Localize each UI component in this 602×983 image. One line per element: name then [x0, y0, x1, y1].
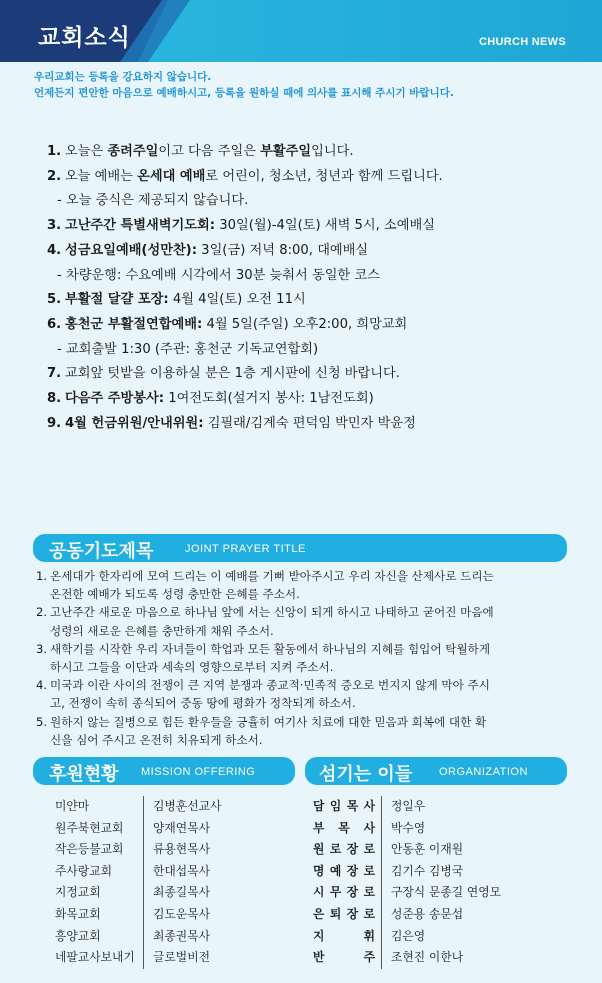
news-item-text: 4월 4일(토) 오전 11시	[168, 292, 306, 308]
offering-place: 흥양교회	[55, 928, 101, 943]
offering-row	[55, 947, 221, 969]
prayer-item-line: 미국과 이란 사이의 전쟁이 큰 지역 분쟁과 종교적·민족적 증오로 번지지 않게 막아 주시	[50, 678, 490, 693]
organization-role	[313, 926, 381, 948]
offering-row	[55, 882, 221, 904]
news-item	[47, 214, 577, 239]
prayer-item	[36, 640, 576, 676]
organization-role-char: 장	[346, 885, 359, 900]
offering-recipient: 양재연목사	[143, 818, 210, 840]
organization-role-char: 목	[346, 799, 359, 813]
news-item	[47, 412, 577, 437]
news-item-subnote: - 오늘 중식은 제공되지 않습니다.	[57, 193, 249, 209]
organization-role	[313, 947, 381, 969]
organization-row	[313, 861, 501, 883]
news-item	[47, 313, 577, 338]
news-item-text: 오늘 예배는	[65, 168, 138, 184]
organization-row	[313, 926, 501, 948]
organization-section-header	[305, 757, 567, 785]
organization-role	[313, 796, 381, 818]
organization-role-char: 로	[363, 906, 375, 921]
news-item	[47, 165, 577, 190]
news-item-text: 30일(월)-4일(토) 새벽 5시, 소예배실	[215, 218, 435, 234]
offering-recipient: 한대섭목사	[143, 861, 210, 883]
organization-row	[313, 882, 501, 904]
news-item-highlight: 부활절 달걀 포장:	[65, 292, 169, 308]
offering-recipient: 최종권목사	[143, 926, 210, 948]
page-title: 교회소식	[38, 25, 131, 51]
offering-row	[55, 861, 221, 883]
organization-role-char: 로	[363, 863, 375, 878]
organization-role-char: 담	[313, 799, 325, 813]
organization-row	[313, 839, 501, 861]
prayer-item	[36, 676, 576, 712]
organization-role-char: 장	[346, 863, 359, 878]
organization-role-char: 명	[313, 863, 325, 878]
organization-names: 김기수 김병국	[381, 861, 463, 883]
offering-recipient: 김도운목사	[143, 904, 210, 926]
prayer-section-header	[33, 534, 567, 562]
organization-names: 박수영	[381, 818, 425, 840]
prayer-item-number: 5.	[36, 714, 48, 729]
organization-role-char: 원	[313, 842, 325, 857]
news-item-text: 로 어린이, 청소년, 청년과 함께 드립니다.	[205, 168, 443, 184]
news-item-highlight: 부활주일	[260, 144, 312, 159]
organization-row	[313, 796, 501, 818]
news-item-number: 4.	[47, 242, 62, 258]
news-item-number: 6.	[47, 316, 62, 332]
registration-notice	[34, 69, 454, 101]
prayer-item-line: 새학기를 시작한 우리 자녀들이 학업과 모든 활동에서 하나님의 지혜를 힘입어 탁월하게	[50, 641, 491, 656]
notice-line: 우리교회는 등록을 강요하지 않습니다.	[34, 71, 212, 83]
prayer-item-line: 하시고 그들을 이단과 세속의 영향으로부터 지켜 주소서.	[50, 660, 334, 675]
prayer-item-line: 신을 심어 주시고 온전히 치유되게 하소서.	[50, 732, 263, 747]
offering-table	[55, 796, 221, 969]
offering-title-en: MISSION OFFERING	[141, 766, 256, 778]
organization-row	[313, 904, 501, 926]
organization-title-en: ORGANIZATION	[439, 766, 528, 778]
organization-role-char: 사	[363, 799, 375, 813]
offering-place: 주사랑교회	[55, 863, 112, 878]
news-item-highlight: 온세대 예배	[137, 168, 206, 184]
organization-role	[313, 882, 381, 904]
news-item	[47, 362, 577, 387]
organization-row	[313, 947, 501, 969]
organization-role-char: 무	[329, 885, 342, 900]
offering-row	[55, 904, 221, 926]
news-item	[47, 239, 577, 264]
news-item-text: 1여전도회(설거지 봉사: 1남전도회)	[164, 391, 374, 407]
organization-role-char: 임	[329, 799, 342, 813]
offering-row	[55, 796, 221, 818]
page-subtitle: CHURCH NEWS	[478, 36, 566, 48]
organization-names: 안동훈 이재원	[381, 839, 463, 861]
organization-role-char: 목	[338, 820, 350, 835]
offering-place: 원주북현교회	[55, 820, 124, 835]
organization-role	[313, 861, 381, 883]
organization-role	[313, 839, 381, 861]
news-item	[47, 140, 577, 165]
organization-role-char: 반	[313, 950, 325, 965]
news-item-number: 7.	[47, 366, 62, 382]
prayer-item-line: 고난주간 새로운 마음으로 하나님 앞에 서는 신앙이 되게 하시고 나태하고 굳어진 마음에	[50, 605, 494, 620]
organization-table	[313, 796, 501, 969]
news-item-text: 오늘은	[65, 144, 108, 159]
offering-place: 작은등불교회	[55, 842, 124, 857]
organization-role-char: 로	[363, 842, 375, 857]
news-item	[47, 288, 577, 313]
prayer-title-en: JOINT PRAYER TITLE	[185, 543, 306, 555]
news-item-number: 8.	[47, 391, 62, 407]
offering-row	[55, 818, 221, 840]
organization-role-char: 사	[363, 820, 375, 835]
header-banner	[0, 0, 602, 62]
organization-role-char: 로	[329, 842, 342, 857]
news-item-text: 교회앞 텃밭을 이용하실 분은 1층 게시판에 신청 바랍니다.	[65, 366, 400, 382]
offering-title: 후원현황	[49, 764, 119, 785]
organization-title: 섬기는 이들	[319, 764, 413, 785]
organization-names: 김은영	[381, 926, 425, 948]
offering-place: 화목교회	[55, 906, 101, 921]
news-item-number: 1.	[47, 144, 62, 159]
prayer-item-line: 원하지 않는 질병으로 힘든 환우들을 긍휼히 여기사 치료에 대한 믿음과 회복에 대한 확	[50, 714, 487, 729]
organization-role-char: 은	[313, 906, 325, 921]
organization-role-char: 부	[313, 820, 325, 835]
prayer-item	[36, 603, 576, 639]
news-item-highlight: 홍천군 부활절연합예배:	[65, 316, 203, 332]
news-item-text: 입니다.	[311, 144, 354, 159]
news-item-number: 2.	[47, 168, 62, 184]
prayer-item-number: 3.	[36, 641, 48, 656]
organization-role-char: 예	[329, 863, 342, 878]
organization-role-char: 퇴	[329, 906, 342, 921]
organization-role-char: 휘	[363, 928, 375, 943]
offering-place: 지정교회	[55, 885, 101, 900]
prayer-item	[36, 713, 576, 749]
news-item	[47, 387, 577, 412]
organization-role-char: 장	[346, 906, 359, 921]
offering-place: 네팔교사보내기	[55, 950, 135, 965]
news-item-subnote: - 차량운행: 수요예배 시각에서 30분 늦춰서 동일한 코스	[57, 267, 380, 283]
organization-row	[313, 818, 501, 840]
prayer-item-number: 4.	[36, 678, 48, 693]
offering-row	[55, 839, 221, 861]
organization-role	[313, 818, 381, 840]
offering-recipient: 김병훈선교사	[143, 796, 221, 818]
news-item-highlight: 다음주 주방봉사:	[65, 391, 165, 407]
organization-names: 구장식 문종길 연영모	[381, 882, 501, 904]
offering-row	[55, 926, 221, 948]
prayer-item-line: 온세대가 한자리에 모여 드리는 이 예배를 기뻐 받아주시고 우리 자신을 산제사로 드리는	[50, 569, 494, 583]
news-item-subnote: - 교회출발 1:30 (주관: 홍천군 기독교연합회)	[57, 341, 319, 357]
prayer-item	[36, 567, 576, 603]
news-item-highlight: 고난주간 특별새벽기도회:	[65, 218, 215, 234]
news-item-text: 3일(금) 저녁 8:00, 대예배실	[196, 242, 369, 258]
organization-role-char: 주	[363, 950, 375, 965]
offering-recipient: 류용현목사	[143, 839, 210, 861]
news-item-number: 5.	[47, 292, 62, 308]
offering-recipient: 글로벌비전	[143, 947, 210, 969]
offering-recipient: 최종길목사	[143, 882, 210, 904]
news-item-highlight: 4월 헌금위원/안내위원:	[65, 415, 204, 431]
offering-place: 미얀마	[55, 799, 90, 813]
news-item-text: 이고 다음 주일은	[158, 144, 261, 159]
prayer-item-line: 성령의 새로운 은혜를 충만하게 채워 주소서.	[50, 623, 274, 638]
organization-names: 조현진 이한나	[381, 947, 463, 969]
organization-names: 정일우	[381, 796, 425, 818]
news-item-text: 김필래/김계숙 편덕임 박민자 박윤정	[203, 415, 416, 431]
prayer-item-number: 1.	[36, 569, 48, 583]
organization-role-char: 시	[313, 885, 325, 900]
organization-role-char: 장	[346, 842, 359, 857]
prayer-item-line: 고, 전쟁이 속히 종식되어 중동 땅에 평화가 정착되게 하소서.	[50, 696, 356, 711]
news-item-number: 9.	[47, 415, 62, 431]
prayer-title: 공동기도제목	[49, 541, 154, 562]
news-item-highlight: 성금요일예배(성만찬):	[65, 242, 197, 258]
notice-line: 언제든지 편안한 마음으로 예배하시고, 등록을 원하실 때에 의사를 표시해 주시기 바랍니다.	[34, 87, 454, 99]
prayer-item-line: 온전한 예배가 되도록 성령 충만한 은혜를 주소서.	[50, 587, 300, 602]
prayer-list	[36, 567, 576, 749]
news-item-number: 3.	[47, 218, 62, 234]
news-list	[47, 140, 577, 436]
organization-role-char: 로	[363, 885, 375, 900]
offering-section-header	[33, 757, 295, 785]
organization-role-char: 지	[313, 928, 325, 943]
organization-role	[313, 904, 381, 926]
news-item-text: 4월 5일(주일) 오후2:00, 희망교회	[202, 316, 408, 332]
organization-names: 성준용 송문섭	[381, 904, 463, 926]
news-item-highlight: 종려주일	[107, 144, 159, 159]
prayer-item-number: 2.	[36, 605, 48, 620]
